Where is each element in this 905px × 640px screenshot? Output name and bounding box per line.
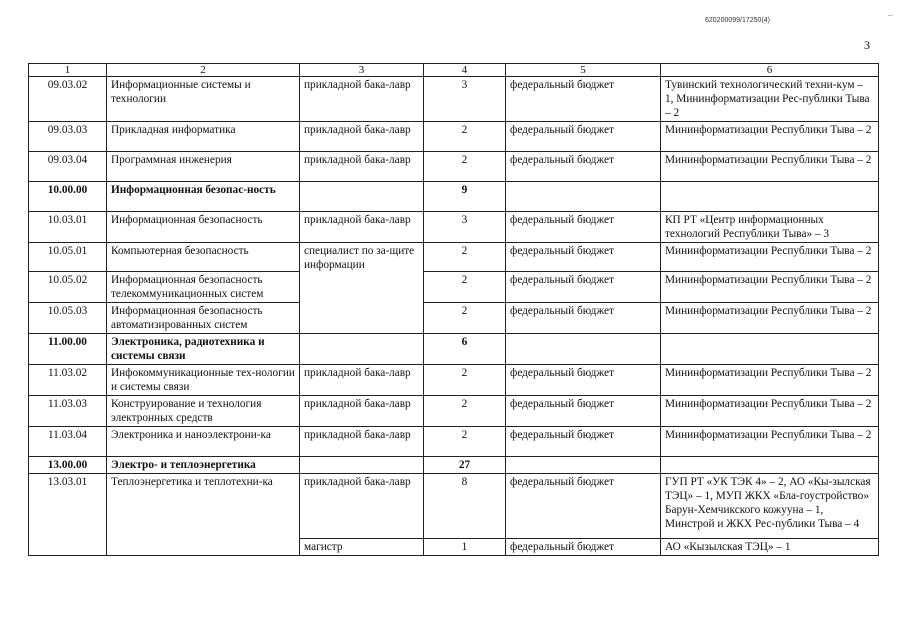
code-cell: 09.03.03	[29, 122, 107, 152]
header-cell: 6	[661, 64, 879, 77]
employer-cell: АО «Кызылская ТЭЦ» – 1	[661, 539, 879, 556]
level-cell: прикладной бака-лавр	[300, 474, 424, 539]
employer-cell: Мининформатизации Республики Тыва – 2	[661, 427, 879, 457]
employer-cell: Мининформатизации Республики Тыва – 2	[661, 243, 879, 272]
count-cell: 2	[424, 272, 506, 303]
code-cell: 13.00.00	[29, 457, 107, 474]
employer-cell: Мининформатизации Республики Тыва – 2	[661, 272, 879, 303]
source-cell: федеральный бюджет	[506, 303, 661, 334]
source-cell: федеральный бюджет	[506, 122, 661, 152]
code-cell: 10.05.02	[29, 272, 107, 303]
name-cell: Программная инженерия	[107, 152, 300, 182]
employer-cell	[661, 334, 879, 365]
table-row	[29, 474, 879, 539]
table-row	[29, 365, 879, 396]
document-id: 620200099/17250(4)	[705, 17, 771, 24]
level-cell: прикладной бака-лавр	[300, 396, 424, 427]
count-cell: 2	[424, 396, 506, 427]
table-row	[29, 272, 879, 303]
count-cell: 2	[424, 122, 506, 152]
level-cell	[300, 457, 424, 474]
code-cell: 10.05.03	[29, 303, 107, 334]
source-cell: федеральный бюджет	[506, 77, 661, 122]
group-row	[29, 334, 879, 365]
source-cell: федеральный бюджет	[506, 396, 661, 427]
level-cell: прикладной бака-лавр	[300, 365, 424, 396]
employer-cell: Мининформатизации Республики Тыва – 2	[661, 365, 879, 396]
source-cell	[506, 457, 661, 474]
level-cell: прикладной бака-лавр	[300, 212, 424, 243]
name-cell: Прикладная информатика	[107, 122, 300, 152]
level-cell: прикладной бака-лавр	[300, 122, 424, 152]
name-cell: Электроника и наноэлектрони-ка	[107, 427, 300, 457]
employer-cell	[661, 182, 879, 212]
table-row	[29, 122, 879, 152]
level-cell: прикладной бака-лавр	[300, 77, 424, 122]
name-cell: Теплоэнергетика и теплотехни-ка	[107, 474, 300, 556]
code-cell: 13.03.01	[29, 474, 107, 556]
code-cell: 09.03.04	[29, 152, 107, 182]
name-cell: Электроника, радиотехника и системы связи	[107, 334, 300, 365]
table-row	[29, 152, 879, 182]
count-cell: 2	[424, 152, 506, 182]
level-cell: прикладной бака-лавр	[300, 152, 424, 182]
source-cell: федеральный бюджет	[506, 243, 661, 272]
header-cell: 3	[300, 64, 424, 77]
level-cell	[300, 182, 424, 212]
count-cell: 3	[424, 77, 506, 122]
page-number: 3	[864, 38, 870, 52]
plan-table	[28, 63, 879, 556]
name-cell: Информационная безопасность телекоммуникационных систем	[107, 272, 300, 303]
count-cell: 27	[424, 457, 506, 474]
employer-cell: Мининформатизации Республики Тыва – 2	[661, 303, 879, 334]
count-cell: 2	[424, 303, 506, 334]
source-cell	[506, 334, 661, 365]
name-cell: Информационная безопасность	[107, 212, 300, 243]
source-cell: федеральный бюджет	[506, 212, 661, 243]
name-cell: Информационные системы и технологии	[107, 77, 300, 122]
table-row	[29, 396, 879, 427]
table-row	[29, 427, 879, 457]
name-cell: Компьютерная безопасность	[107, 243, 300, 272]
code-cell: 11.03.03	[29, 396, 107, 427]
table-row	[29, 303, 879, 334]
table-header-row	[29, 64, 879, 77]
name-cell: Информационная безопас-ность	[107, 182, 300, 212]
source-cell: федеральный бюджет	[506, 272, 661, 303]
source-cell	[506, 182, 661, 212]
code-cell: 11.00.00	[29, 334, 107, 365]
code-cell: 10.00.00	[29, 182, 107, 212]
level-cell	[300, 334, 424, 365]
source-cell: федеральный бюджет	[506, 365, 661, 396]
header-cell: 1	[29, 64, 107, 77]
level-cell: специалист по за-щите информации	[300, 243, 424, 334]
source-cell: федеральный бюджет	[506, 152, 661, 182]
employer-cell: Мининформатизации Республики Тыва – 2	[661, 396, 879, 427]
code-cell: 10.05.01	[29, 243, 107, 272]
level-cell: магистр	[300, 539, 424, 556]
count-cell: 3	[424, 212, 506, 243]
employer-cell: Тувинский технологический техни-кум – 1, Мининформатизации Рес-публики Тыва – 2	[661, 77, 879, 122]
count-cell: 1	[424, 539, 506, 556]
header-cell: 4	[424, 64, 506, 77]
employer-cell: КП РТ «Центр информационных технологий Республики Тыва» – 3	[661, 212, 879, 243]
employer-cell	[661, 457, 879, 474]
name-cell: Конструирование и технология электронных средств	[107, 396, 300, 427]
header-cell: 5	[506, 64, 661, 77]
employer-cell: Мининформатизации Республики Тыва – 2	[661, 122, 879, 152]
count-cell: 8	[424, 474, 506, 539]
header-cell: 2	[107, 64, 300, 77]
name-cell: Инфокоммуникационные тех-нологии и системы связи	[107, 365, 300, 396]
corner-mark: –	[888, 10, 893, 20]
source-cell: федеральный бюджет	[506, 427, 661, 457]
group-row	[29, 182, 879, 212]
source-cell: федеральный бюджет	[506, 539, 661, 556]
count-cell: 2	[424, 427, 506, 457]
name-cell: Информационная безопасность автоматизированных систем	[107, 303, 300, 334]
count-cell: 2	[424, 365, 506, 396]
employer-cell: ГУП РТ «УК ТЭК 4» – 2, АО «Кы-зылская ТЭЦ» – 1, МУП ЖКХ «Бла-гоустройство» Барун-Хемчикского кожууна – 1, Минстрой и ЖКХ Рес-публики Тыва – 4	[661, 474, 879, 539]
name-cell: Электро- и теплоэнергетика	[107, 457, 300, 474]
code-cell: 11.03.04	[29, 427, 107, 457]
group-row	[29, 457, 879, 474]
table-row	[29, 212, 879, 243]
employer-cell: Мининформатизации Республики Тыва – 2	[661, 152, 879, 182]
count-cell: 2	[424, 243, 506, 272]
source-cell: федеральный бюджет	[506, 474, 661, 539]
table-row	[29, 77, 879, 122]
code-cell: 09.03.02	[29, 77, 107, 122]
count-cell: 9	[424, 182, 506, 212]
count-cell: 6	[424, 334, 506, 365]
code-cell: 10.03.01	[29, 212, 107, 243]
level-cell: прикладной бака-лавр	[300, 427, 424, 457]
code-cell: 11.03.02	[29, 365, 107, 396]
table-row	[29, 243, 879, 272]
